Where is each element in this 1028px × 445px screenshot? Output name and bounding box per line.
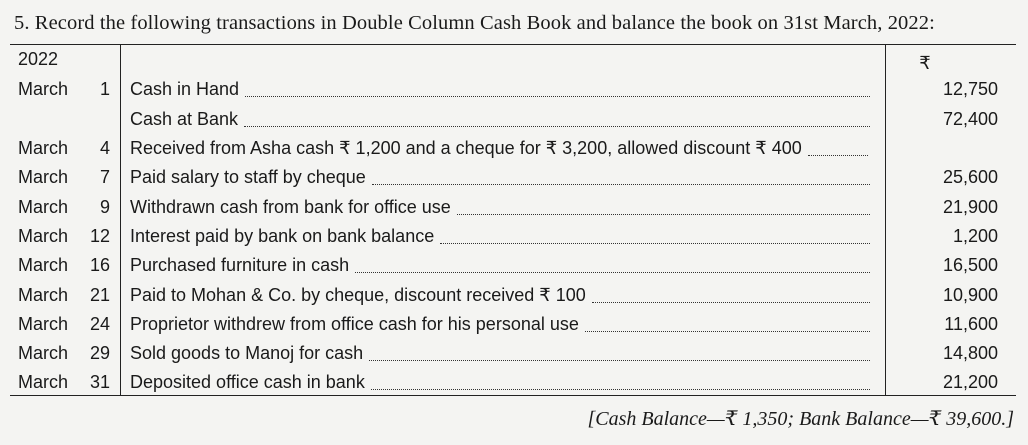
- row-month: March: [18, 343, 69, 363]
- row-description-text: Paid salary to staff by cheque: [130, 167, 366, 187]
- row-day: 9: [99, 197, 110, 217]
- row-description-text: Paid to Mohan & Co. by cheque, discount received ₹ 100: [130, 285, 586, 305]
- row-day: 12: [89, 226, 110, 246]
- table-row: [10, 251, 1016, 280]
- row-month: March: [18, 138, 69, 158]
- row-amount: 25,600: [942, 167, 998, 187]
- table-row: [10, 368, 1016, 397]
- row-description: [130, 105, 238, 134]
- row-description-text: Received from Asha cash ₹ 1,200 and a cheque for ₹ 3,200, allowed discount ₹ 400: [130, 138, 802, 158]
- dotted-leader: [355, 272, 870, 273]
- row-description: [130, 339, 363, 368]
- row-day: 21: [89, 285, 110, 305]
- table-row: [10, 339, 1016, 368]
- row-month: March: [18, 167, 69, 187]
- row-amount: 16,500: [942, 255, 998, 275]
- dotted-leader: [592, 302, 870, 303]
- row-amount: 11,600: [944, 314, 998, 334]
- table-row: [10, 163, 1016, 192]
- row-description: [130, 163, 366, 192]
- row-description: [130, 251, 349, 280]
- row-amount: 21,900: [942, 197, 998, 217]
- dotted-leader: [372, 184, 870, 185]
- row-month: March: [18, 314, 69, 334]
- row-amount: 14,800: [942, 343, 998, 363]
- dotted-leader: [369, 360, 870, 361]
- row-amount: 21,200: [942, 372, 998, 392]
- row-description-text: Cash in Hand: [130, 79, 240, 99]
- row-description-text: Sold goods to Manoj for cash: [130, 343, 364, 363]
- table-row: [10, 222, 1016, 251]
- row-description-text: Deposited office cash in bank: [130, 372, 365, 392]
- row-day: 1: [99, 79, 110, 99]
- row-month: March: [18, 255, 69, 275]
- row-description: [130, 281, 586, 310]
- dotted-leader: [371, 389, 870, 390]
- table-row: [10, 310, 1016, 339]
- dotted-leader: [440, 243, 870, 244]
- table-row: [10, 193, 1016, 222]
- row-month: March: [18, 79, 69, 99]
- question-text: 5. Record the following transactions in Double Column Cash Book and balance the book on 31st March, 2022:: [14, 12, 935, 34]
- row-description-text: Purchased furniture in cash: [130, 255, 350, 275]
- currency-header: ₹: [919, 53, 931, 73]
- table-row: [10, 134, 1016, 163]
- row-description: [130, 75, 239, 104]
- row-description-text: Interest paid by bank on bank balance: [130, 226, 435, 246]
- table-row: [10, 75, 1016, 104]
- row-amount: 12,750: [942, 79, 998, 99]
- dotted-leader: [808, 155, 868, 156]
- dotted-leader: [457, 214, 870, 215]
- row-description: [130, 134, 802, 163]
- table-row: [10, 105, 1016, 134]
- dotted-leader: [585, 331, 870, 332]
- row-amount: 10,900: [942, 285, 998, 305]
- row-description: [130, 222, 434, 251]
- row-month: March: [18, 197, 69, 217]
- row-description: [130, 310, 579, 339]
- row-description-text: Proprietor withdrew from office cash for his personal use: [130, 314, 579, 334]
- dotted-leader: [244, 126, 870, 127]
- dotted-leader: [245, 96, 870, 97]
- row-day: 24: [89, 314, 110, 334]
- row-amount: 1,200: [952, 226, 998, 246]
- row-day: 7: [99, 167, 110, 187]
- year-label: 2022: [18, 49, 59, 69]
- answer-text: [Cash Balance—₹ 1,350; Bank Balance—₹ 39,600.]: [587, 408, 1014, 430]
- row-month: March: [18, 372, 69, 392]
- row-amount: 72,400: [942, 109, 998, 129]
- row-description-text: Cash at Bank: [130, 109, 239, 129]
- row-description: [130, 193, 451, 222]
- row-day: 4: [99, 138, 110, 158]
- row-month: March: [18, 285, 69, 305]
- row-day: 16: [89, 255, 110, 275]
- row-month: March: [18, 226, 69, 246]
- table-row: [10, 281, 1016, 310]
- row-description-text: Withdrawn cash from bank for office use: [130, 197, 451, 217]
- transactions-table: [10, 44, 1016, 396]
- row-day: 29: [89, 343, 110, 363]
- row-day: 31: [89, 372, 110, 392]
- row-description: [130, 368, 365, 397]
